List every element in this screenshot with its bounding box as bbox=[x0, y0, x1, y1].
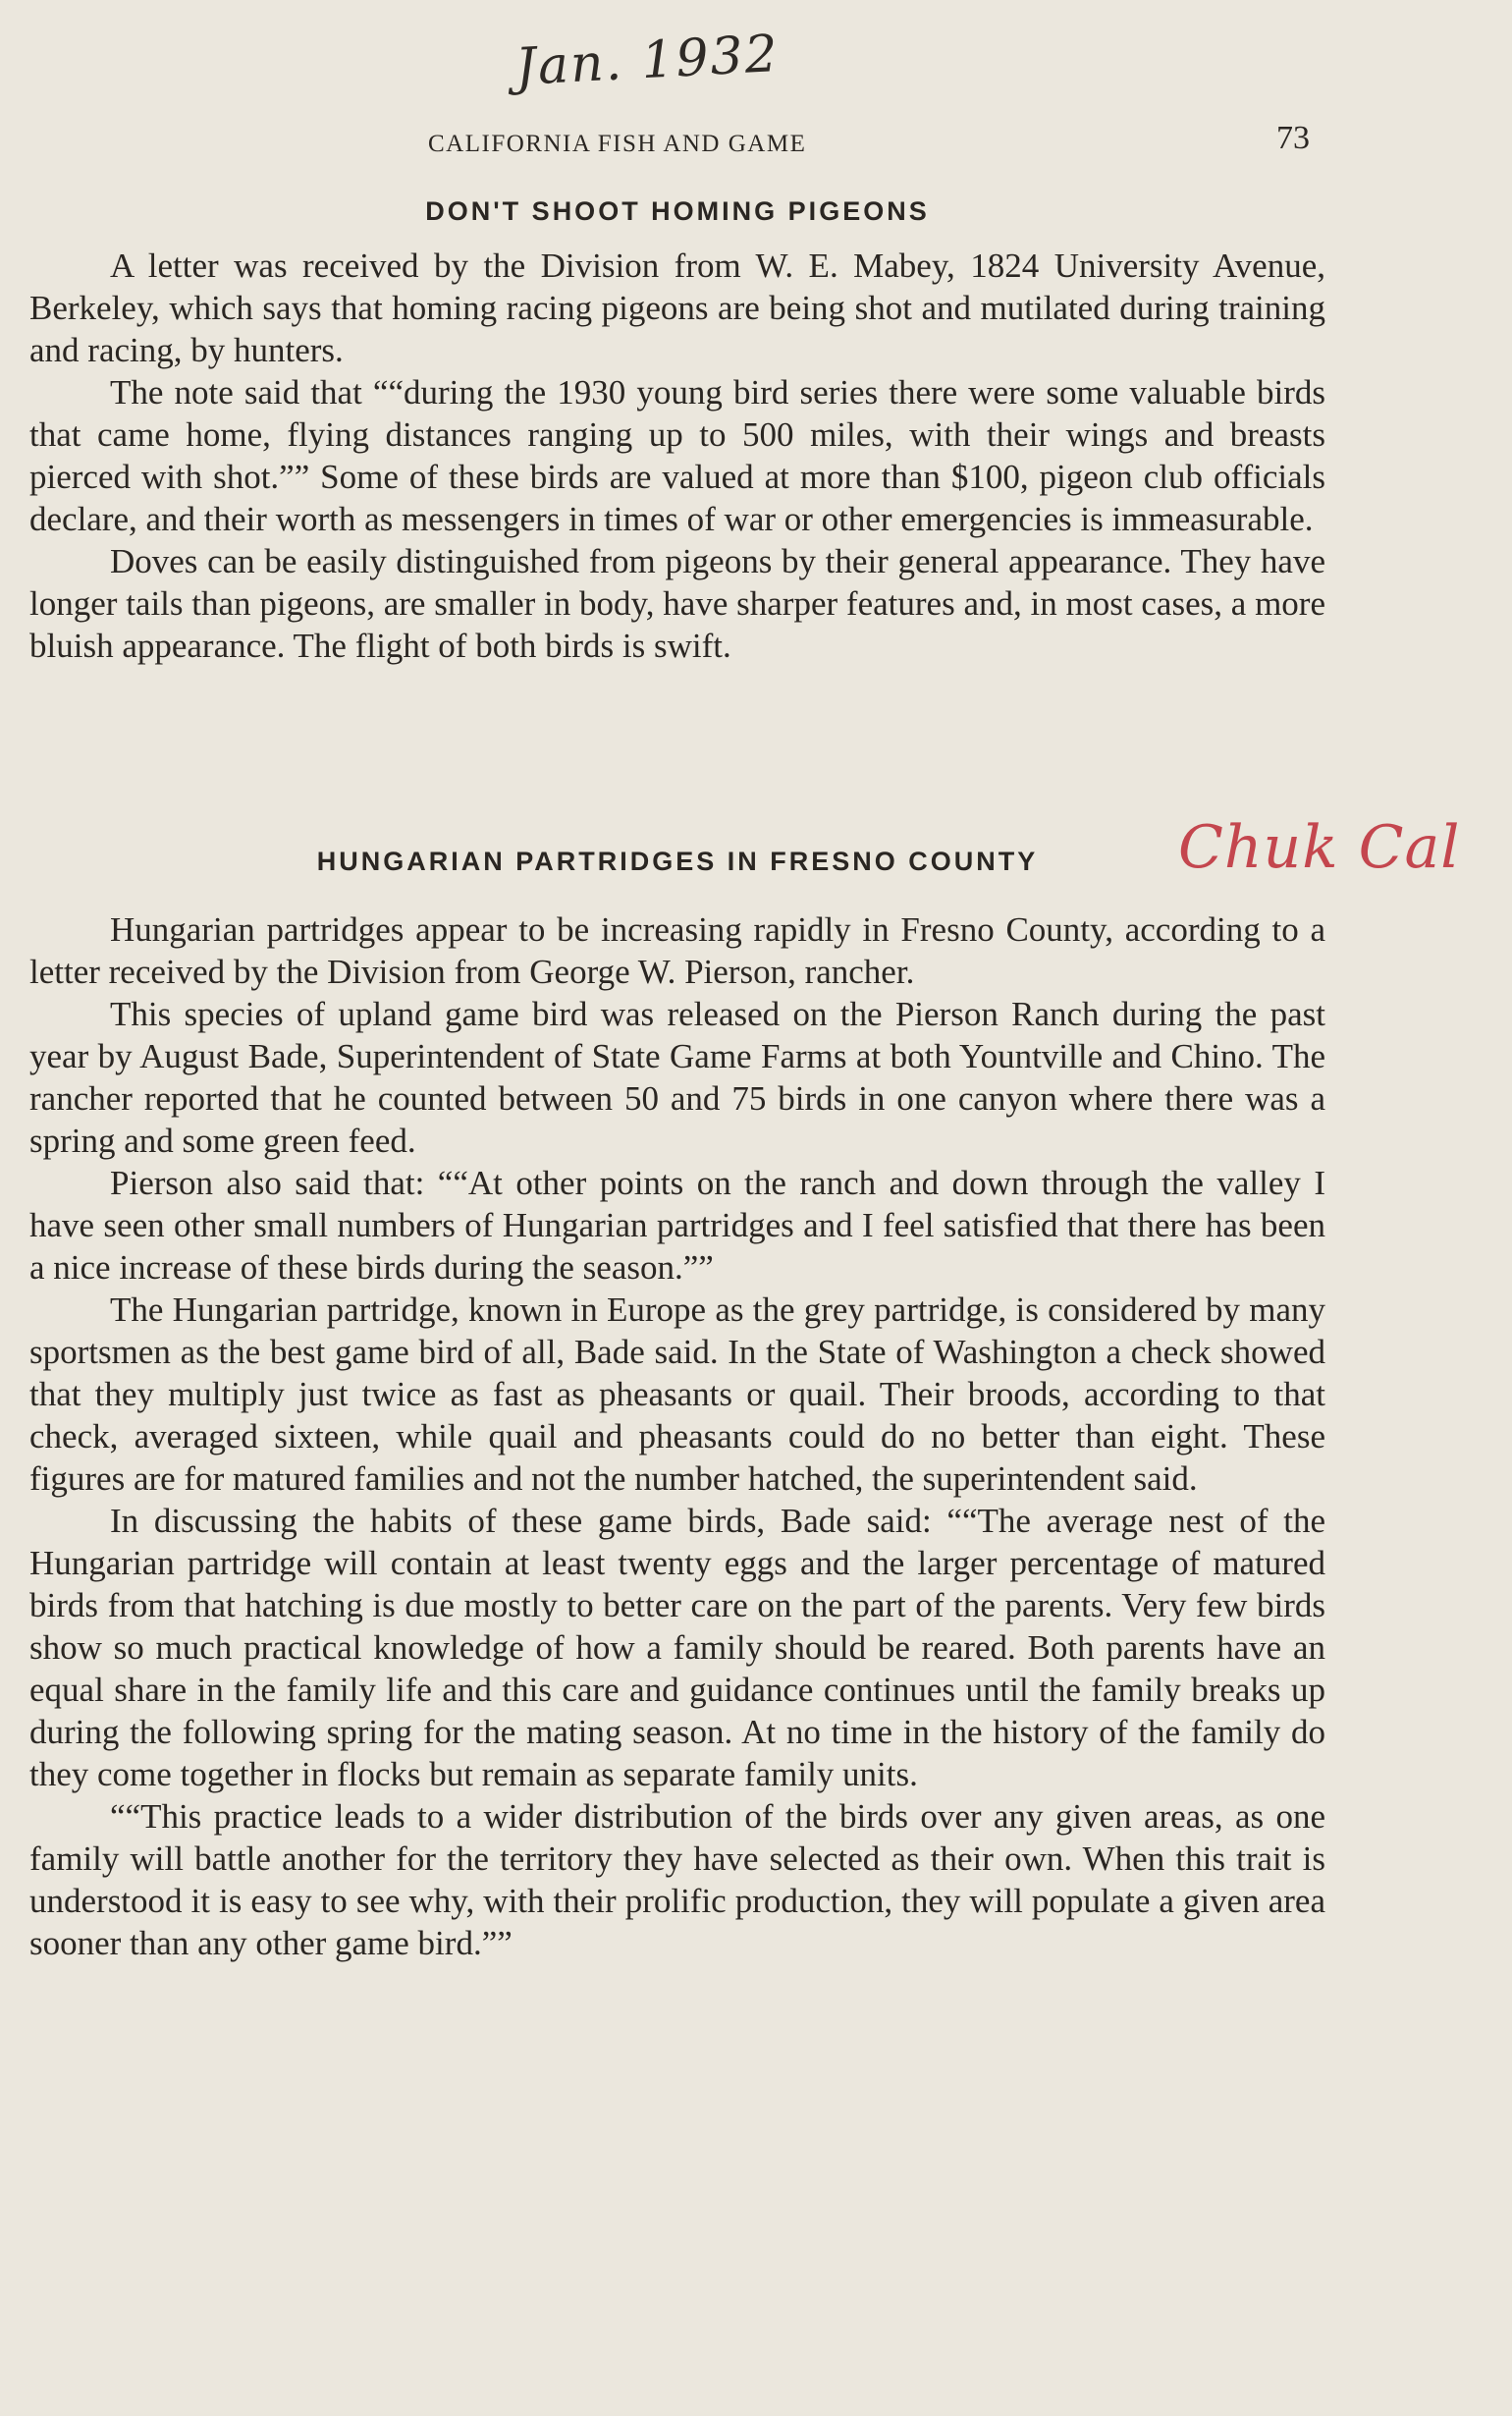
paragraph: ““This practice leads to a wider distribution of the birds over any given areas, as one family will battle another for the territory they have selected as their own. When this trait is understood it is easy to see why, with their prolific production, they will populate a given area sooner than any other game bird.”” bbox=[29, 1797, 1325, 1962]
paragraph: A letter was received by the Division from W. E. Mabey, 1824 University Avenue, Berkeley, which says that homing racing pigeons are being shot and mutilated during training and racing, by hunters. bbox=[29, 247, 1325, 369]
article-heading-row bbox=[29, 813, 1461, 882]
paragraph: This species of upland game bird was released on the Pierson Ranch during the past year by August Bade, Superintendent of State Game Farms at both Yountville and Chino. The rancher reported that he counted between 50 and 75 birds in one canyon where there was a spring and some green feed. bbox=[29, 995, 1325, 1160]
handwritten-note: Chuk Cal bbox=[1178, 813, 1461, 882]
handwritten-date: Jan. 1932 bbox=[513, 25, 782, 97]
paragraph: Doves can be easily distinguished from pigeons by their general appearance. They have longer tails than pigeons, are smaller in body, have sharper features and, in most cases, a more bluish appearance. The flight of both birds is swift. bbox=[29, 542, 1325, 665]
article-hungarian-partridges bbox=[29, 813, 1461, 1964]
article-title: DON'T SHOOT HOMING PIGEONS bbox=[425, 196, 930, 226]
paragraph: Pierson also said that: ““At other points on the ranch and down through the valley I have seen other small numbers of Hungarian partridges and I feel satisfied that there has been a nice increase of these birds during the season.”” bbox=[29, 1164, 1325, 1287]
paragraph: In discussing the habits of these game birds, Bade said: ““The average nest of the Hungarian partridge will contain at least twenty eggs and the larger percentage of matured birds from that hatching is due mostly to better care on the part of the parents. Very few birds show so much practical knowledge of how a family should be reared. Both parents have an equal share in the family life and this care and guidance continues until the family breaks up during the following spring for the mating season. At no time in the history of the family do they come together in flocks but remain as separate family units. bbox=[29, 1502, 1325, 1793]
paragraph: The Hungarian partridge, known in Europe as the grey partridge, is considered by many sportsmen as the best game bird of all, Bade said. In the State of Washington a check showed that they multiply just twice as fast as pheasants or quail. Their broods, according to that check, averaged sixteen, while quail and pheasants could do no better than eight. These figures are for matured families and not the number hatched, the superintendent said. bbox=[29, 1290, 1325, 1498]
paragraph: The note said that ““during the 1930 young bird series there were some valuable birds that came home, flying distances ranging up to 500 miles, with their wings and breasts pierced with shot.”” Some of these birds are valued at more than $100, pigeon club officials declare, and their worth as messengers in times of war or other emergencies is immeasurable. bbox=[29, 373, 1325, 538]
paragraph: Hungarian partridges appear to be increasing rapidly in Fresno County, according to a letter received by the Division from George W. Pierson, rancher. bbox=[29, 910, 1325, 991]
article-homing-pigeons bbox=[29, 196, 1325, 667]
page-number: 73 bbox=[1276, 120, 1310, 156]
article-title: HUNGARIAN PARTRIDGES IN FRESNO COUNTY bbox=[316, 847, 1039, 876]
running-head: CALIFORNIA FISH AND GAME bbox=[428, 131, 807, 157]
